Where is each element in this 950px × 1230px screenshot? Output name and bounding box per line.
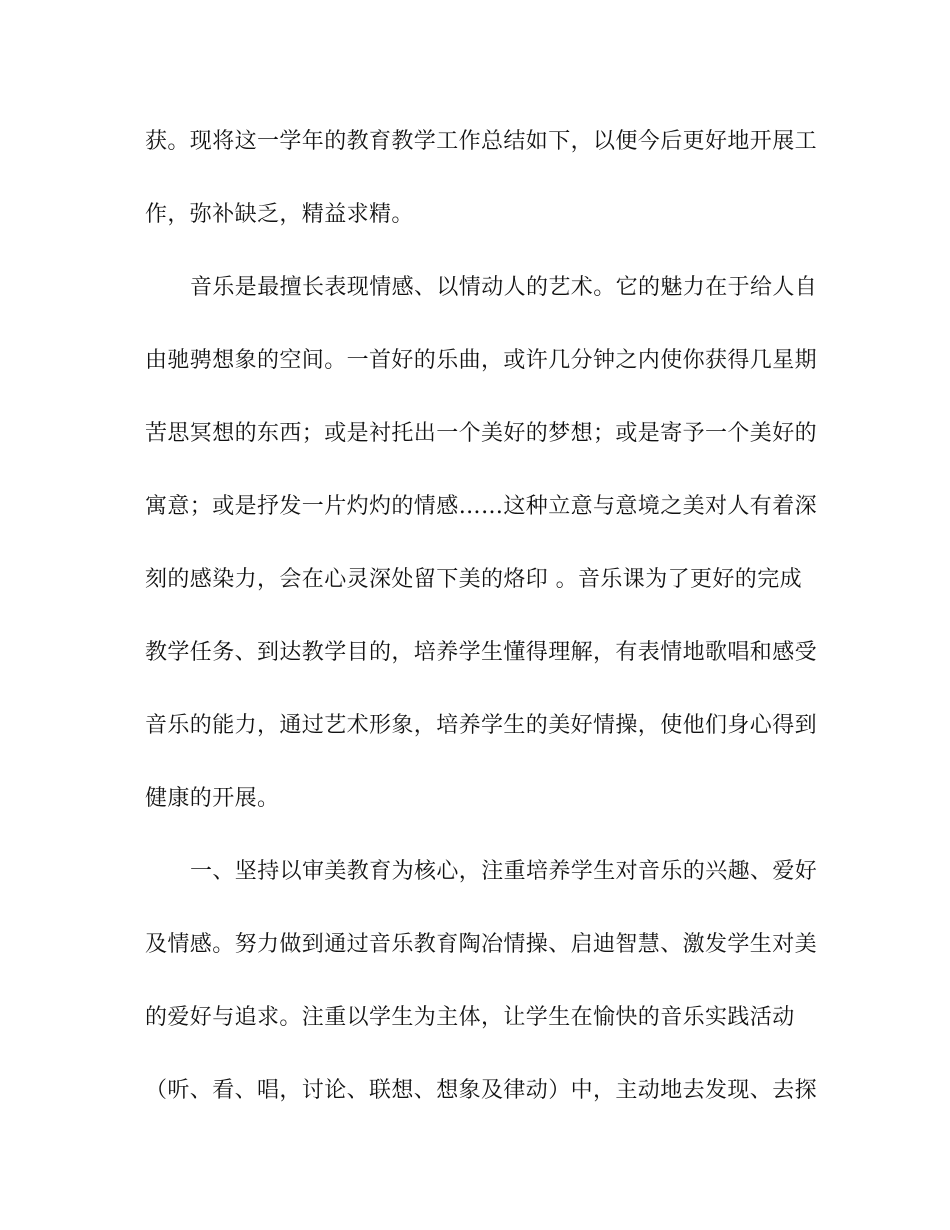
- text-line: 寓意；或是抒发一片灼灼的情感……这种立意与意境之美对人有着深: [145, 494, 818, 519]
- text-line: （听、看、唱，讨论、联想、想象及律动）中，主动地去发现、去探: [145, 1078, 818, 1103]
- text-line: 健康的开展。: [145, 786, 280, 811]
- text-line: 音乐的能力，通过艺术形象，培养学生的美好情操，使他们身心得到: [145, 713, 818, 738]
- paragraph-first-line: 一、坚持以审美教育为核心，注重培养学生对音乐的兴趣、爱好: [190, 859, 818, 884]
- text-line: 由驰骋想象的空间。一首好的乐曲，或许几分钟之内使你获得几星期: [145, 348, 818, 373]
- text-line: 苦思冥想的东西；或是衬托出一个美好的梦想；或是寄予一个美好的: [145, 421, 818, 446]
- text-line: 获。现将这一学年的教育教学工作总结如下，以便今后更好地开展工: [145, 129, 818, 154]
- paragraph-first-line: 音乐是最擅长表现情感、以情动人的艺术。它的魅力在于给人自: [190, 275, 818, 300]
- text-line: 作，弥补缺乏，精益求精。: [145, 202, 414, 227]
- text-line: 刻的感染力，会在心灵深处留下美的烙印 。音乐课为了更好的完成: [145, 567, 802, 592]
- text-line: 教学任务、到达教学目的，培养学生懂得理解，有表情地歌唱和感受: [145, 640, 818, 665]
- text-line: 及情感。努力做到通过音乐教育陶冶情操、启迪智慧、激发学生对美: [145, 932, 818, 957]
- text-line: 的爱好与追求。注重以学生为主体，让学生在愉快的音乐实践活动: [145, 1005, 795, 1030]
